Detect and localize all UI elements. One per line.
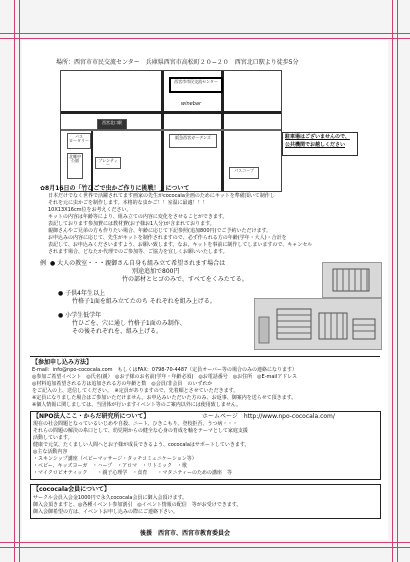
sponsor: 後援 西宮市、西宮市教育委員会: [140, 530, 231, 537]
apply-line: ※定員になりました場合はご参加いただけません。お申込みいただいた方のみ、お返事、御案内を送らせて頂きます。: [32, 395, 297, 401]
org-line: ・ベビー、キッズヨーガ ・ハープ ・アロマ ・リトミック ・歌: [33, 463, 188, 469]
map-center-building: 西宮市市民交流センター: [169, 77, 223, 93]
crop-mark-top: [0, 33, 410, 34]
map-park: 北郷中公園: [67, 153, 83, 179]
cage-illustration: [323, 263, 381, 297]
map-bus-rotary: バス ロータリー: [67, 133, 91, 149]
event-line: 表記しております参加費には教材費(お子様お1人分)が含まれております。: [48, 221, 215, 227]
org-homepage[interactable]: ホームページ http://www.npo-cococala.com/: [202, 413, 335, 420]
org-line: それらの問題の解決の糸口として、幼児期からの健全な心身の育成を軸をテーマとして家庭支援: [33, 428, 248, 434]
event-line: 日本だけでなく世界で活躍されてます画家の先生がcococala企画のためにキットを準備頂いて制作し: [48, 193, 275, 199]
event-line: それを元に虫かごを制作します。本格的な虫かご！！室温に最適！！！: [48, 200, 208, 206]
org-title: 【NPO法人ここ・からだ研究所について】: [33, 413, 150, 420]
member-top-rule: [30, 484, 380, 485]
member-left-border: [30, 484, 31, 518]
apply-top-rule: [30, 356, 380, 357]
example-label: 例: [40, 260, 47, 267]
org-line: ◎主な活動内容: [33, 449, 68, 455]
org-top-rule: [30, 411, 380, 412]
crop-mark-left: [14, 0, 15, 562]
event-line: お申込みの内容に応じて、先生がキットを制作されますので、必ず作られる方の年齢(学年・大人)・合計を: [48, 235, 287, 241]
crop-mark-top-inner: [0, 38, 410, 39]
map-court: パスコープ: [229, 167, 259, 179]
member-line: 御入会御希望の方は、イベントお申し込みの際にご連絡下さい。: [33, 509, 179, 515]
apply-line: ◎参加ご希望イベント ◎氏名(親） ◎お子様のお名前(学年・年齢必須) ◎お電話番号 ◎お住所 ◎E-mailアドレス: [32, 374, 298, 380]
map-road: [61, 111, 281, 114]
access-map: [60, 70, 282, 192]
example-kid4: ● 子供4年生以上: [58, 290, 105, 297]
org-bottom-rule: [30, 479, 381, 480]
member-title: 【cococala会員について】: [33, 486, 110, 493]
venue-line: [56, 59, 299, 67]
bamboo-cage-photo-1: [322, 262, 382, 298]
map-railway: [61, 129, 281, 131]
example-kid4-desc: 竹格子1面を組み立てたのち それぞれを組み上げる。: [72, 298, 216, 305]
crop-mark-right-inner: [397, 0, 398, 562]
org-line: ・マイクロビオティック ・親子心理学 ・食育 ・マタニティーのための講座 等: [33, 470, 233, 476]
apply-line: ◎材料追加希望される方は追加される方の年齢と数 ◎会員/非会員 のいずれか: [32, 381, 213, 387]
org-left-border: [30, 411, 31, 479]
apply-line: ※個人情報に関しましては、当団体が行いますイベント等のご案内以外には使用致しません。: [32, 402, 242, 408]
map-station: 西宮北口駅: [97, 119, 127, 130]
event-line: 表記して、お申込みくださいますよう、お願い致します。なお、キットを事前に制作してしまいますので、キャンセル: [48, 242, 313, 248]
bamboo-cage-photo-2: [254, 298, 382, 350]
member-line: 御入会頂きますと、◎各種イベント参加割引 ◎イベント情報の配信 等がお受けできます。: [33, 502, 242, 508]
member-right-border: [380, 484, 381, 518]
member-bottom-rule: [30, 518, 381, 519]
org-line: 活動しています。: [33, 435, 73, 441]
map-prenty: プレンティー: [95, 157, 121, 169]
apply-line: をご記入の上、送信してください。 ※定員がありますので、先着順とさせていただきます。: [32, 388, 239, 394]
map-road: [161, 71, 164, 191]
example-adult: ● 大人の教室・・・親御さん自身も組み立て希望されます場合は: [50, 260, 226, 267]
event-line: キットの内容は年齢等により、組み立ての内容に変化をさせることができます。: [48, 214, 228, 220]
crop-mark-right: [392, 0, 393, 562]
event-line: 10X13X16cm位をお考えください。: [48, 207, 132, 213]
org-line: ・スキンシップ講座（ベビーマッサージ・タッチコミュニケーション等）: [33, 456, 197, 462]
example-small: ● 小学生低学年: [58, 312, 102, 319]
org-line: 健康で元気、たくましい人間へとお子様が成長できるよう、cococalaはサポートしていきます。: [33, 442, 250, 448]
event-title: [40, 185, 189, 193]
example-adult-desc: 竹の部材とヒゴのみで、すべてをくみたてる。: [122, 276, 248, 283]
apply-title: 【参加申し込み方法】: [32, 359, 93, 366]
example-small-desc1: 竹ひごを、穴に通し 竹格子1面のみ制作、: [72, 320, 186, 327]
crop-mark-left-inner: [19, 0, 20, 562]
org-right-border: [380, 411, 381, 479]
cage-kit-illustration: [255, 299, 381, 349]
member-line: サークル会員入会金1000円で永久cococala会員に御入会頂けます。: [33, 495, 188, 501]
apply-line: E-mail：info@npo-cococala.com もしくはFAX：0798-70-4487（定員オーバー等の場合のみの連絡になります）: [32, 367, 297, 373]
map-winebar-label: winebar: [181, 101, 202, 107]
org-line: 現在の社会問題となっているいじめや自殺、ニート、ひきこもり、登校拒否、うつ病・・・: [33, 421, 238, 427]
star-icon: ✿: [40, 185, 46, 192]
example-adult-fee: 別途追加で800円: [132, 268, 180, 275]
crop-mark-bottom-inner: [0, 547, 410, 548]
event-line: 親御さんやご兄弟の方も作りたい場合、年齢に応じて下記参照(追加800円)でご予約いただけます。: [48, 228, 272, 234]
event-title-text: 8月16日の「竹ひごで虫かご作りに挑戦！」について: [45, 185, 190, 192]
venue-text: 西宮市市民交流センター 兵庫県西宮市高松町２０−２０ 西宮北口駅より徒歩5分: [74, 59, 299, 66]
venue-label: 場所：: [56, 59, 75, 66]
event-line: されます場合、どなたか代理でのご参加等、ご協力を宜しくお願いいたします。: [48, 249, 228, 255]
parking-notice: 駐車場はございませんので、 公共機関でお越しください: [282, 132, 358, 156]
crop-mark-bottom: [0, 542, 410, 543]
flyer-page: [22, 40, 388, 540]
example-small-desc2: その後それぞれを、組み上げる。: [72, 328, 163, 335]
map-road: [91, 131, 93, 191]
map-garden: 阪急西宮ガーデンズ: [169, 134, 217, 148]
